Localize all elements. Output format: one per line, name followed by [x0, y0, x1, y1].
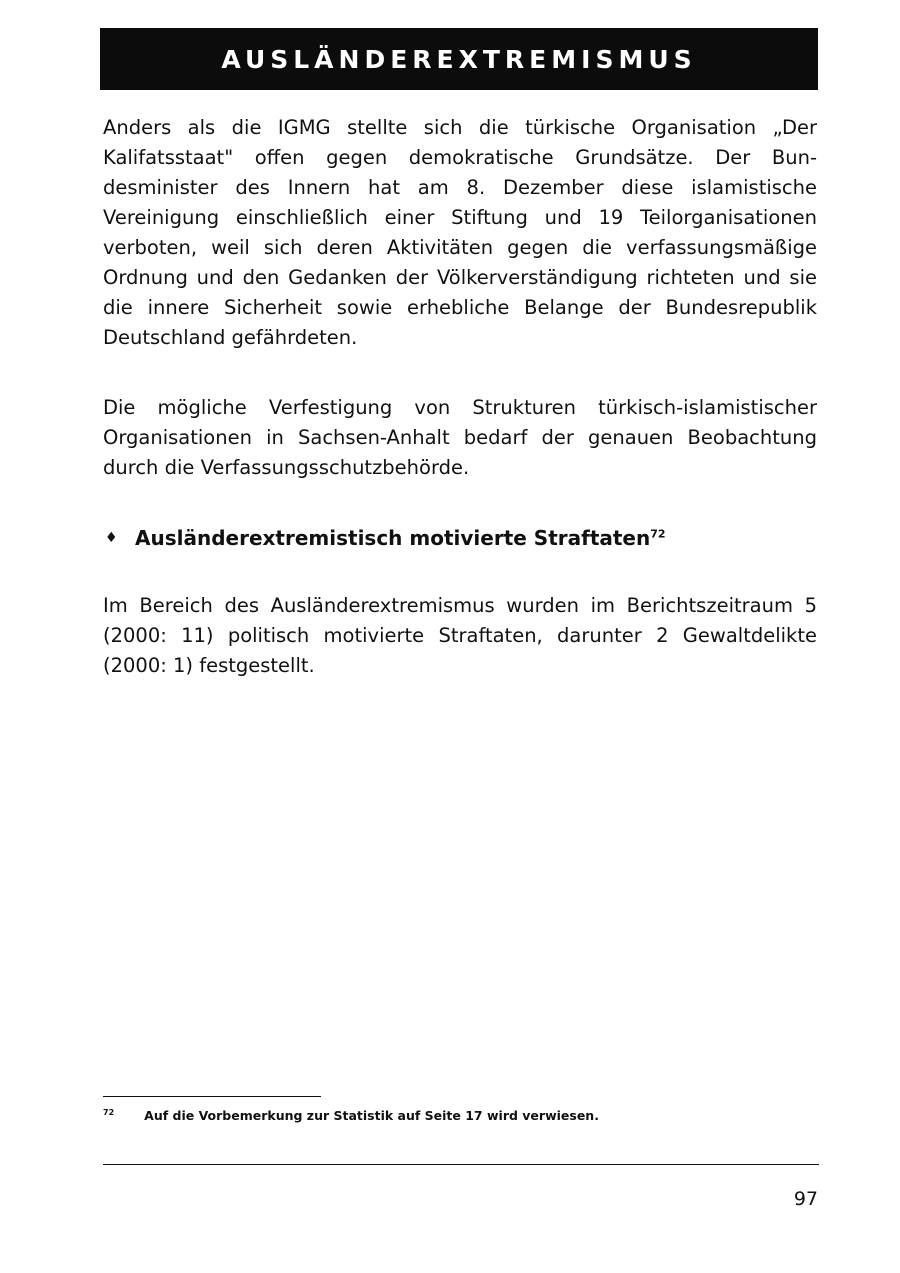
body-paragraph-kalifatsstaat: Anders als die IGMG stellte sich die türkische Organisation „Der Kalifatsstaat" offen gegen demokratische Grundsätze. Der Bundesminister des Innern hat am 8. Dezember diese islamistische Vereinigung einschließlich einer Stiftung und 19 Teilorganisationen verboten, weil sich deren Aktivitäten gegen die verfassungsmäßige Ordnung und den Gedanken der Völkerverständigung richteten und sie die innere Sicherheit sowie erhebliche Belange der Bundesrepublik Deutschland gefährdeten.: [103, 116, 817, 349]
page-number: 97: [793, 1188, 818, 1210]
main-content: [103, 113, 817, 721]
page-bottom-divider: [103, 1164, 819, 1165]
footnote-text: Auf die Vorbemerkung zur Statistik auf Seite 17 wird verwiesen.: [144, 1108, 599, 1124]
footnote-reference[interactable]: 72: [650, 527, 666, 541]
footnote-mark: 72: [103, 1108, 115, 1117]
chapter-header-bar: [100, 28, 818, 90]
diamond-bullet-icon: ♦: [105, 530, 118, 546]
footnote-divider: [103, 1096, 321, 1097]
chapter-title: AUSLÄNDEREXTREMISMUS: [221, 44, 697, 74]
section-heading-label: Ausländerextremistisch motivierte Straftaten: [135, 526, 651, 550]
section-heading-text: [135, 523, 666, 553]
section-heading: [103, 523, 817, 553]
body-paragraph-sachsen-anhalt: Die mögliche Verfestigung von Strukturen türkisch-islamistischer Organisationen in Sachsen-Anhalt bedarf der genauen Beobachtung durch die Verfassungsschutzbehörde.: [103, 396, 817, 479]
body-paragraph-straftaten: Im Bereich des Ausländerextremismus wurden im Berichtszeitraum 5 (2000: 11) politisch motivierte Straftaten, darunter 2 Gewaltdelikte (2000: 1) festgestellt.: [103, 594, 817, 677]
footnote: [103, 1104, 817, 1125]
